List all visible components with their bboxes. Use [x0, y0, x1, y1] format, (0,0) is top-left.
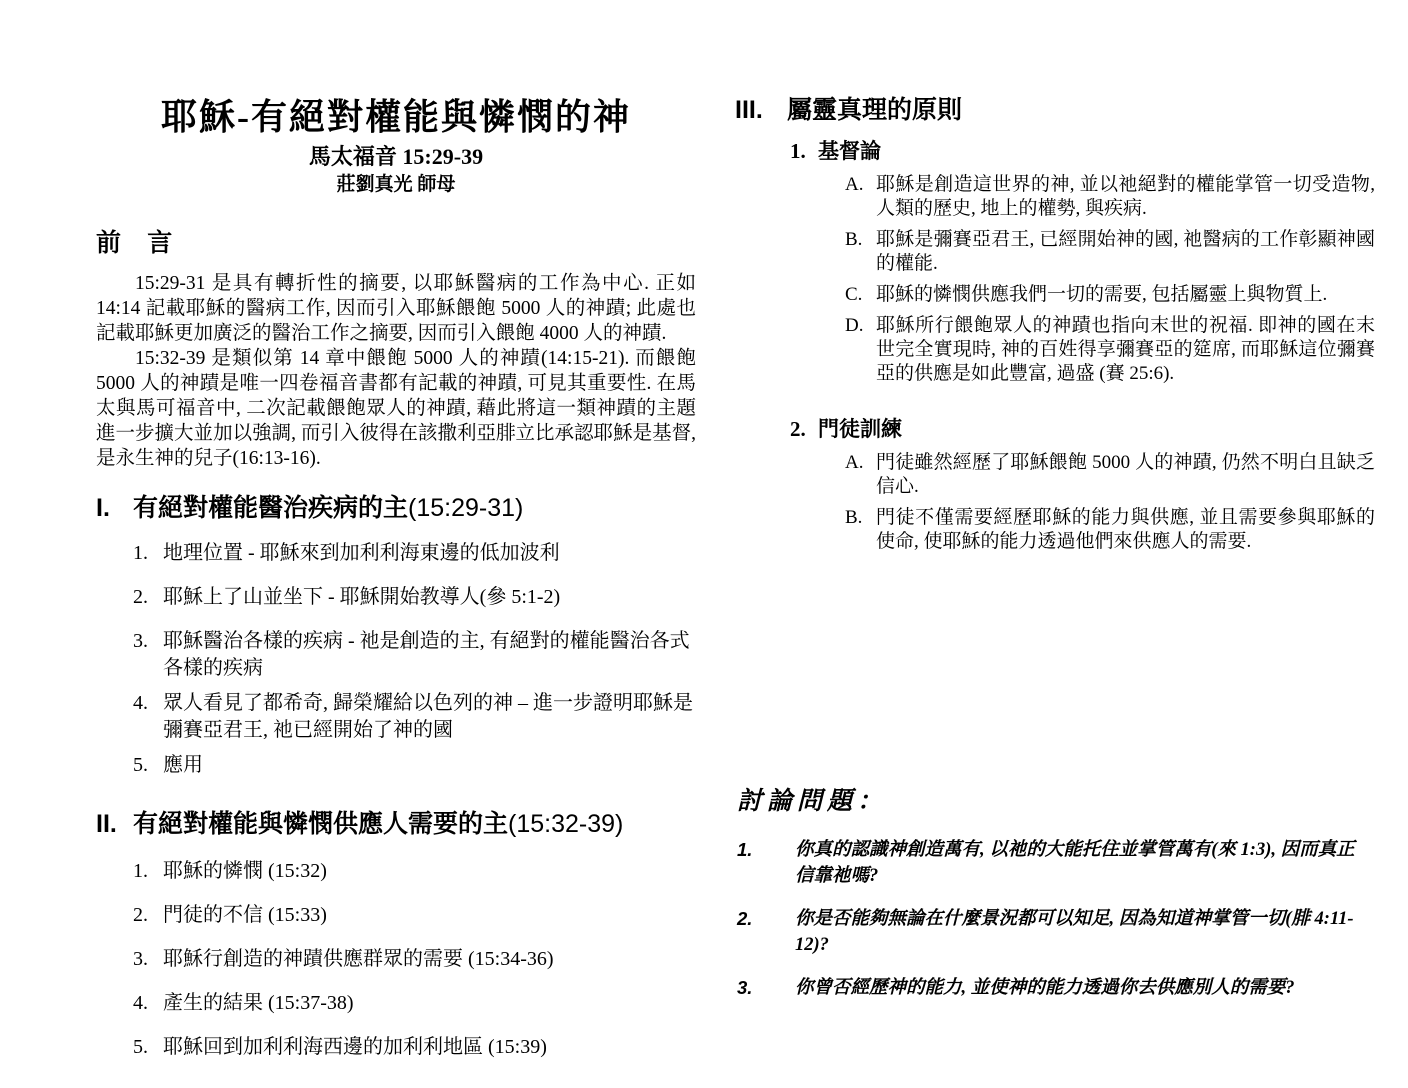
sub-item — [845, 314, 1375, 386]
section-iii-numeral: III. — [735, 96, 763, 124]
section-i-title-wrap — [133, 493, 523, 524]
sub-item-letter: B. — [845, 229, 863, 250]
item-text: 耶穌回到加利利海西邊的加利利地區 (15:39) — [163, 1036, 547, 1058]
item-number: 2. — [133, 904, 148, 926]
right-column — [735, 95, 1375, 561]
question-number: 1. — [737, 839, 753, 860]
item-text: 眾人看見了都希奇, 歸榮耀給以色列的神 – 進一步證明耶穌是彌賽亞君王, 祂已經開始了神的國 — [163, 692, 693, 741]
section-ii-heading — [96, 809, 696, 840]
section-i-items — [133, 540, 696, 779]
item-text: 地理位置 - 耶穌來到加利利海東邊的低加波利 — [163, 542, 560, 564]
subsection-number: 2. — [790, 417, 806, 441]
section-i-numeral: I. — [96, 494, 110, 522]
item-text: 耶穌上了山並坐下 - 耶穌開始教導人(參 5:1-2) — [163, 586, 561, 608]
item-text: 門徒的不信 (15:33) — [163, 904, 327, 926]
sub-item-text: 耶穌是創造這世界的神, 並以祂絕對的權能掌管一切受造物, 人類的歷史, 地上的權勢, 與疾病. — [876, 174, 1375, 219]
section-ii-items — [133, 858, 696, 1061]
sub-item — [845, 228, 1375, 276]
item-number: 1. — [133, 860, 148, 882]
sub-item-letter: A. — [845, 174, 864, 195]
outline-item — [133, 946, 696, 973]
outline-item — [133, 858, 696, 885]
discussion-question — [737, 837, 1372, 889]
item-text: 耶穌行創造的神蹟供應群眾的需要 (15:34-36) — [163, 948, 554, 970]
discussion-question — [737, 975, 1372, 1001]
sub-item-letter: A. — [845, 452, 864, 473]
outline-item — [133, 628, 696, 682]
question-number: 3. — [737, 977, 753, 998]
question-number: 2. — [737, 908, 753, 929]
left-column — [96, 95, 696, 1078]
item-number: 3. — [133, 948, 148, 970]
sub-item-text: 門徒雖然經歷了耶穌餵飽 5000 人的神蹟, 仍然不明白且缺乏信心. — [876, 452, 1375, 497]
item-number: 1. — [133, 542, 148, 564]
sub-item — [845, 173, 1375, 221]
doc-author: 莊劉真光 師母 — [336, 174, 456, 195]
preface-heading: 前 言 — [96, 230, 183, 257]
section-iii-title: 屬靈真理的原則 — [787, 97, 963, 124]
outline-item — [133, 902, 696, 929]
item-number: 5. — [133, 754, 148, 776]
section-ii-numeral: II. — [96, 810, 117, 838]
sub-item-text: 耶穌的憐憫供應我們一切的需要, 包括屬靈上與物質上. — [876, 284, 1328, 305]
question-text: 你真的認識神創造萬有, 以祂的大能托住並掌管萬有(來 1:3), 因而真正信靠祂嗎? — [795, 840, 1355, 886]
preface-paragraph: 15:32-39 是類似第 14 章中餵飽 5000 人的神蹟(14:15-21). 而餵飽 5000 人的神蹟是唯一四卷福音書都有記載的神蹟, 可見其重要性. 在馬太與馬可福音中, 二次記載餵飽眾人的神蹟, 藉此將這一類神蹟的主題進一步擴大並加以強調, 而引入彼得在該撒利亞腓立比承認耶穌是基督, 是永生神的兒子(16:13-16). — [96, 348, 696, 469]
item-text: 應用 — [163, 754, 203, 776]
item-text: 耶穌醫治各樣的疾病 - 祂是創造的主, 有絕對的權能醫治各式各樣的疾病 — [163, 630, 690, 679]
sub-item-letter: C. — [845, 284, 863, 305]
sub-item-letter: D. — [845, 315, 864, 336]
section-ii-ref: (15:32-39) — [508, 810, 624, 838]
item-number: 5. — [133, 1036, 148, 1058]
sub-item-text: 門徒不僅需要經歷耶穌的能力與供應, 並且需要參與耶穌的使命, 使耶穌的能力透過他們來供應人的需要. — [876, 507, 1375, 552]
item-number: 4. — [133, 992, 148, 1014]
item-number: 2. — [133, 586, 148, 608]
sub-item — [845, 451, 1375, 499]
section-ii-title-wrap — [133, 809, 623, 840]
doc-title: 耶穌-有絕對權能與憐憫的神 — [161, 97, 631, 137]
section-ii-title: 有絕對權能與憐憫供應人需要的主 — [133, 811, 509, 838]
discussion-heading: 討論問題： — [737, 788, 888, 815]
subsection-number: 1. — [790, 139, 806, 163]
item-number: 4. — [133, 692, 148, 714]
item-number: 3. — [133, 630, 148, 652]
section-i-heading — [96, 493, 696, 524]
subsection-header — [790, 138, 1375, 165]
discussion-section — [737, 786, 1372, 1018]
preface-paragraph: 15:29-31 是具有轉折性的摘要, 以耶穌醫病的工作為中心. 正如 14:14 記載耶穌的醫病工作, 因而引入耶穌餵飽 5000 人的神蹟; 此處也記載耶穌更加廣泛的醫治工作之摘要, 因而引入餵飽 4000 人的神蹟. — [96, 273, 696, 344]
sub-item — [845, 283, 1375, 307]
outline-item — [133, 990, 696, 1017]
sub-item — [845, 506, 1375, 554]
outline-item — [133, 540, 696, 567]
outline-item — [133, 584, 696, 611]
section-i-ref: (15:29-31) — [408, 494, 524, 522]
subsection-header — [790, 416, 1375, 443]
question-text: 你是否能夠無論在什麼景況都可以知足, 因為知道神掌管一切(腓 4:11-12)? — [795, 909, 1354, 955]
sub-item-letter: B. — [845, 507, 863, 528]
subsection-title: 基督論 — [818, 139, 881, 163]
section-iii-heading — [735, 95, 1375, 126]
item-text: 產生的結果 (15:37-38) — [163, 992, 354, 1014]
item-text: 耶穌的憐憫 (15:32) — [163, 860, 327, 882]
discussion-question — [737, 906, 1372, 958]
sub-item-text: 耶穌是彌賽亞君王, 已經開始神的國, 祂醫病的工作彰顯神國的權能. — [876, 229, 1375, 274]
section-i-title: 有絕對權能醫治疾病的主 — [133, 495, 409, 522]
outline-item — [133, 1034, 696, 1061]
doc-subtitle: 馬太福音 15:29-39 — [308, 144, 484, 169]
question-text: 你曾否經歷神的能力, 並使神的能力透過你去供應別人的需要? — [795, 978, 1295, 998]
sub-item-text: 耶穌所行餵飽眾人的神蹟也指向末世的祝福. 即神的國在末世完全實現時, 神的百姓得享彌賽亞的筵席, 而耶穌這位彌賽亞的供應是如此豐富, 過盛 (賽 25:6). — [876, 315, 1375, 384]
subsection-title: 門徒訓練 — [818, 417, 902, 441]
outline-item — [133, 690, 696, 744]
outline-item — [133, 752, 696, 779]
